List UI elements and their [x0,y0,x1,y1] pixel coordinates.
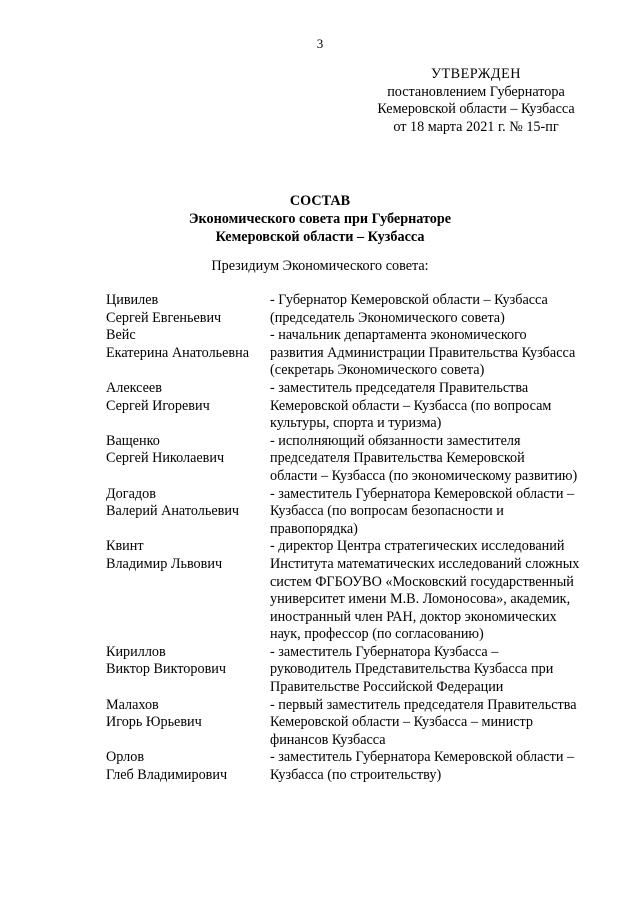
presidium-label: Президиум Экономического совета: [211,258,429,274]
member-position-line: правопорядка) [270,520,358,537]
member-entry [106,327,606,380]
member-surname: Цивилев [106,292,159,308]
member-position-line: области – Кузбасса (по экономическому развитию) [270,467,578,484]
member-position [270,292,606,327]
heading-title: СОСТАВ [289,193,351,209]
member-position-line: культуры, спорта и туризма) [270,415,442,432]
member-given: Владимир Львович [106,555,223,572]
members-list [106,292,606,785]
member-position [270,697,606,750]
member-position-line: - заместитель Губернатора Кузбасса – [270,643,499,660]
member-position-line: - заместитель Губернатора Кемеровской области – [270,749,575,766]
document-heading [0,192,640,246]
member-position [270,538,606,644]
member-position [270,749,606,784]
page-number: 3 [316,36,324,51]
member-entry [106,749,606,784]
member-position [270,380,606,433]
member-entry [106,433,606,486]
approval-title: УТВЕРЖДЕН [430,66,522,82]
member-given: Сергей Николаевич [106,450,225,467]
member-name [106,538,270,644]
member-position-line: Кузбасса (по строительству) [270,767,442,784]
member-name [106,292,270,327]
member-name [106,644,270,697]
member-position-line: систем ФГБОУВО «Московский государственный [270,573,574,590]
member-given: Глеб Владимирович [106,767,228,784]
member-position-line: - директор Центра стратегических исследований [270,538,565,555]
member-surname: Догадов [106,485,156,502]
member-surname: Алексеев [106,379,162,396]
member-surname: Орлов [106,749,145,766]
member-entry [106,292,606,327]
member-surname: Ващенко [106,432,160,449]
approval-line: постановлением Губернатора [387,83,565,100]
member-given: Игорь Юрьевич [106,714,202,731]
member-position-line: - начальник департамента экономического [270,327,527,344]
member-surname: Вейс [106,327,136,344]
approval-block [356,66,596,136]
member-position-line: иностранный член РАН, доктор экономических [270,608,557,625]
member-position-line: (секретарь Экономического совета) [270,362,485,379]
member-position-line: - первый заместитель председателя Правительства [270,696,577,713]
member-entry [106,697,606,750]
member-position-line: - заместитель председателя Правительства [270,379,529,396]
member-position-line: - заместитель Губернатора Кемеровской области – [270,485,575,502]
member-position-line: Института математических исследований сложных [270,555,580,572]
member-position [270,433,606,486]
member-position-line: - исполняющий обязанности заместителя [270,432,521,449]
member-position-line: Правительстве Российской Федерации [270,679,504,696]
member-name [106,380,270,433]
member-name [106,486,270,539]
approval-line: от 18 марта 2021 г. № 15-пг [393,118,559,135]
heading-line: Кемеровской области – Кузбасса [215,229,425,245]
member-position-line: (председатель Экономического совета) [270,309,505,326]
member-position-line: развития Администрации Правительства Кузбасса [270,344,576,361]
member-position-line: финансов Кузбасса [270,731,386,748]
member-given: Сергей Игоревич [106,397,210,414]
member-name [106,433,270,486]
heading-line: Экономического совета при Губернаторе [188,211,452,227]
member-entry [106,538,606,644]
member-position [270,327,606,380]
member-entry [106,486,606,539]
member-name [106,327,270,380]
member-surname: Кириллов [106,643,166,660]
member-name [106,697,270,750]
member-position-line: Кузбасса (по вопросам безопасности и [270,503,504,520]
approval-line: Кемеровской области – Кузбасса [377,101,575,117]
member-surname: Малахов [106,696,159,713]
member-surname: Квинт [106,538,144,555]
member-given: Екатерина Анатольевна [106,344,250,361]
member-position-line: - Губернатор Кемеровской области – Кузбасса [270,292,548,308]
member-position-line: Кемеровской области – Кузбасса – министр [270,714,533,731]
member-given: Виктор Викторович [106,661,226,678]
member-position-line: наук, профессор (по согласованию) [270,626,484,643]
member-given: Сергей Евгеньевич [106,309,222,326]
member-entry [106,380,606,433]
member-position-line: председателя Правительства Кемеровской [270,450,525,467]
member-position-line: руководитель Представительства Кузбасса при [270,661,554,678]
member-position-line: университет имени М.В. Ломоносова», академик, [270,591,571,608]
member-position-line: Кемеровской области – Кузбасса (по вопросам [270,397,552,414]
member-entry [106,644,606,697]
member-position [270,486,606,539]
member-position [270,644,606,697]
member-given: Валерий Анатольевич [106,503,240,520]
member-name [106,749,270,784]
